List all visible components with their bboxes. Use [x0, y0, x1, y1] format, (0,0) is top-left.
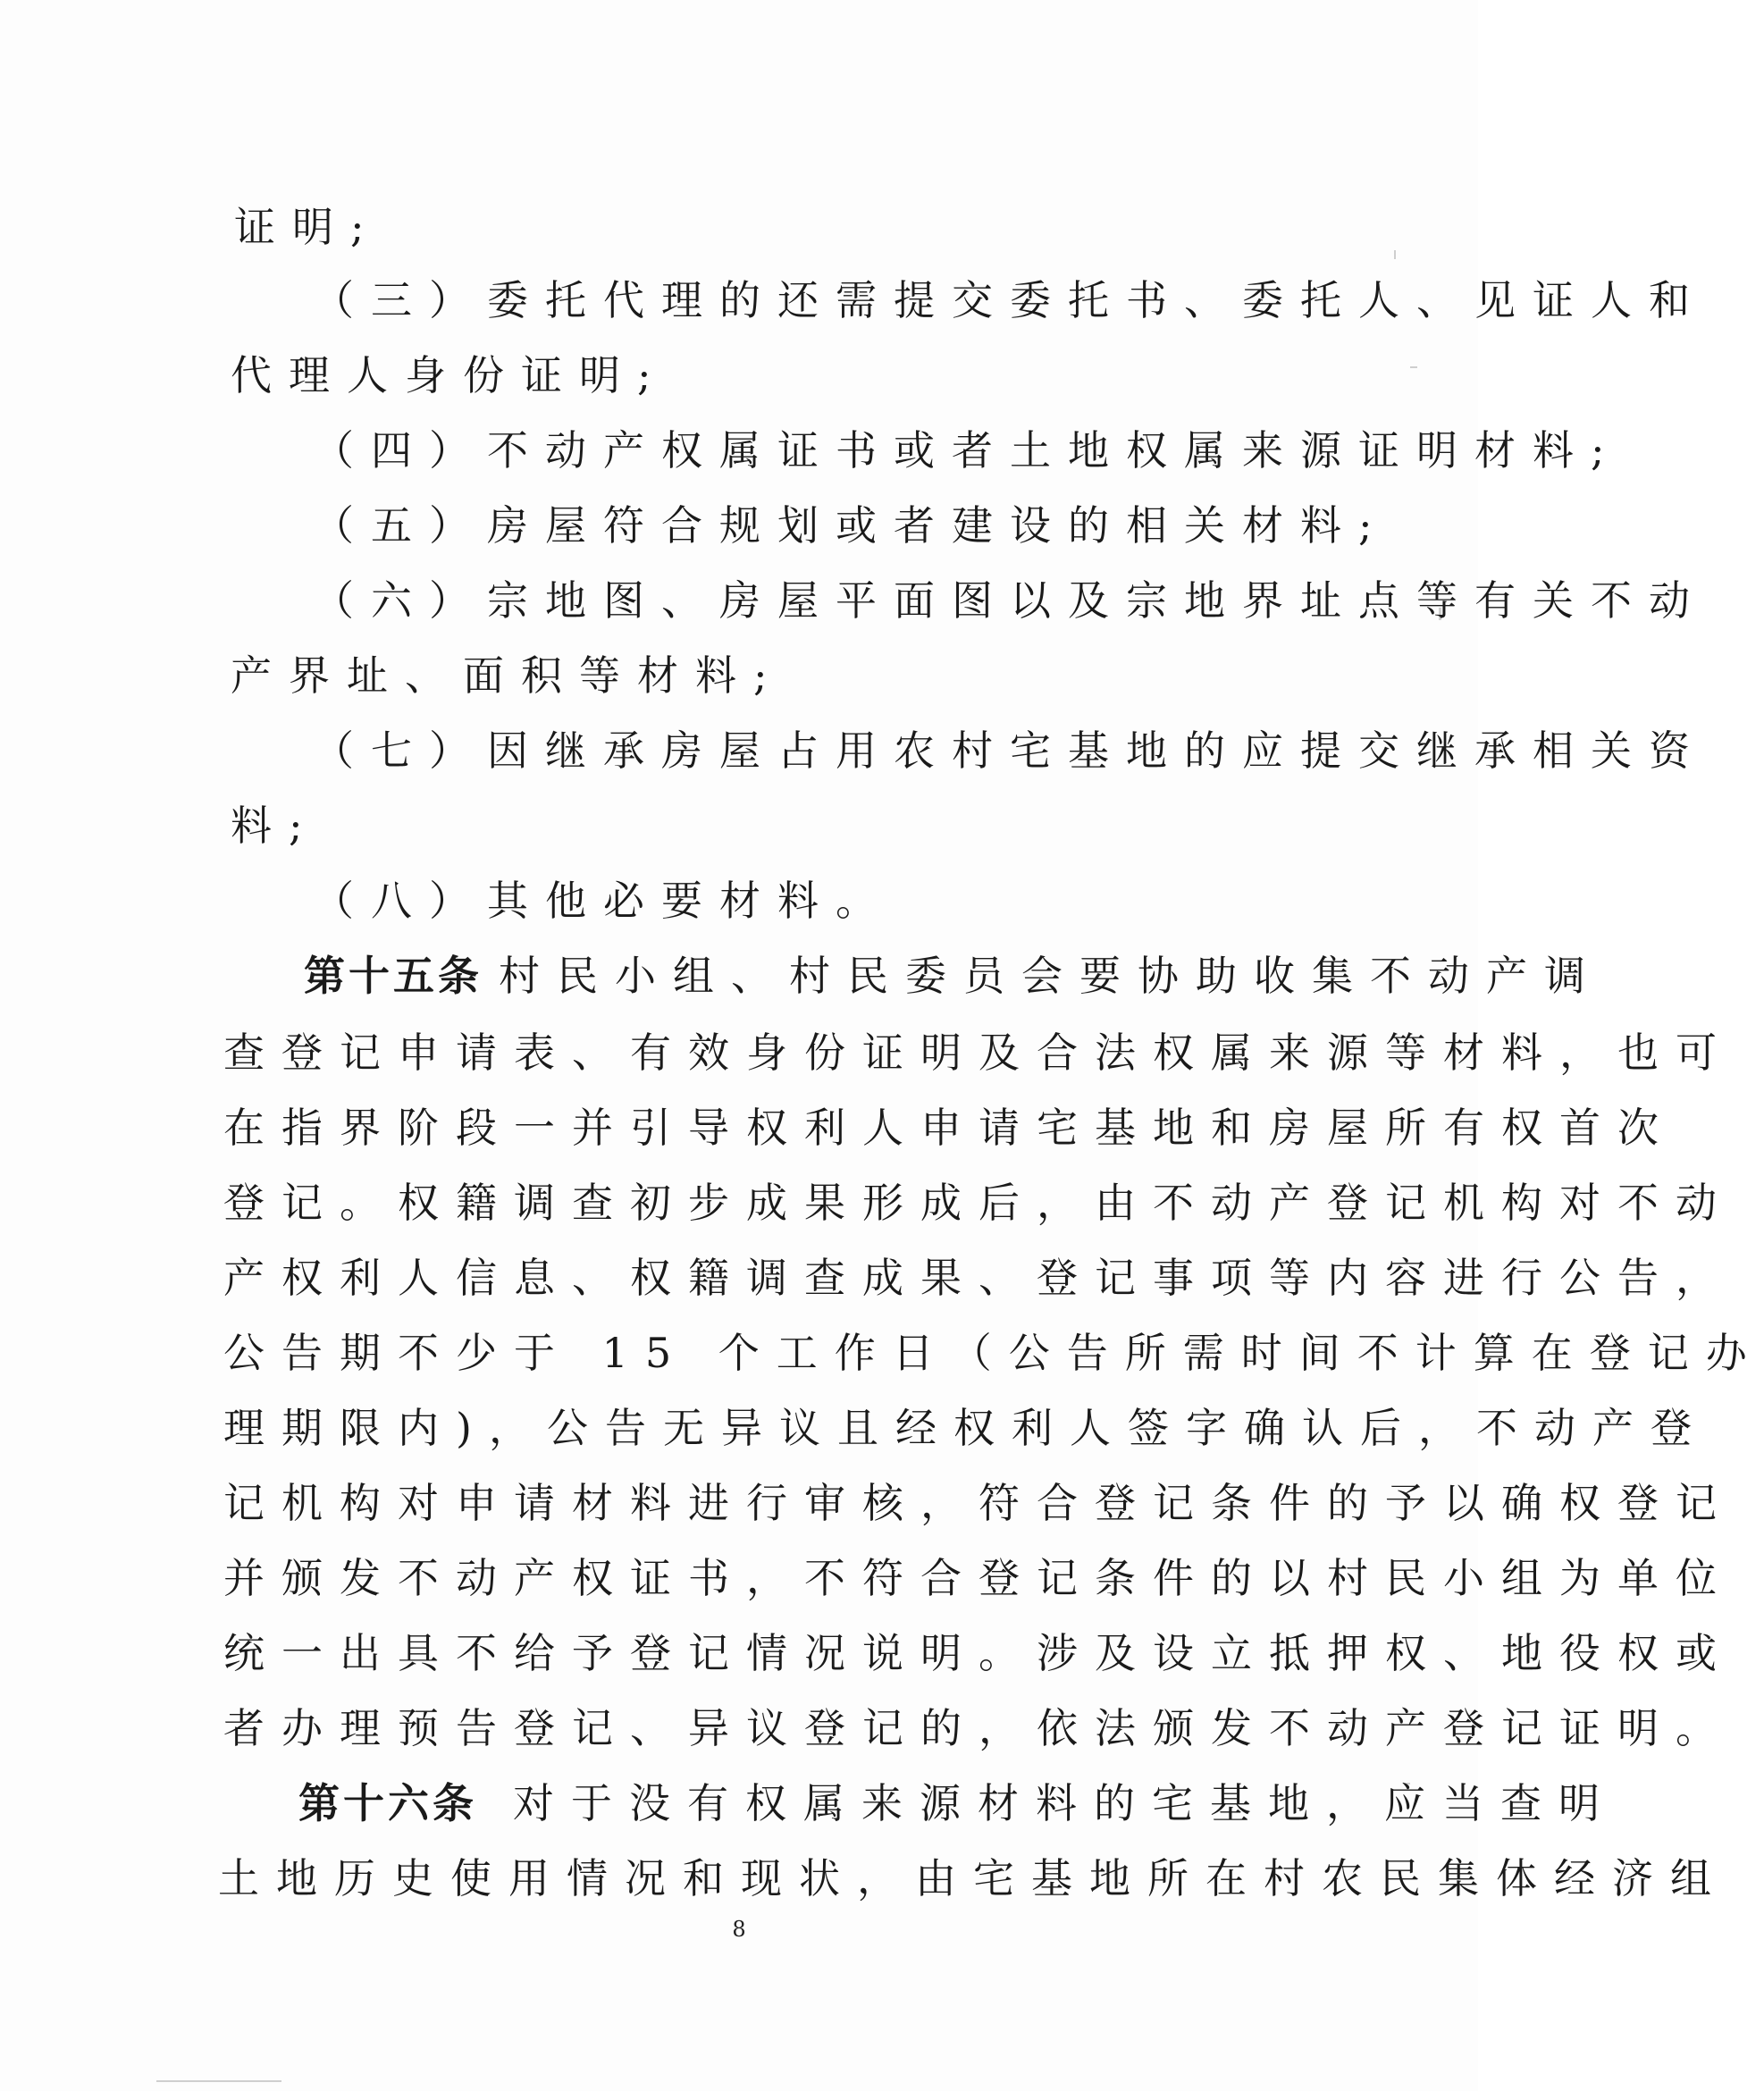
text-line: （七）因继承房屋占用农村宅基地的应提交继承相关资	[313, 726, 1707, 775]
article-heading: 第十五条	[304, 952, 483, 1000]
text-line: 登记。权籍调查初步成果形成后，由不动产登记机构对不动	[223, 1179, 1734, 1227]
text-segment: 村民小组、村民委员会要协助收集不动产调	[499, 952, 1602, 1000]
text-line: （八）其他必要材料。	[313, 877, 894, 925]
text-line: 代理人身份证明;	[231, 351, 668, 399]
text-line: （六）宗地图、房屋平面图以及宗地界址点等有关不动	[313, 576, 1707, 625]
page-number: 8	[732, 1917, 746, 1942]
text-line: 证明;	[234, 203, 382, 251]
text-line: 料;	[231, 802, 320, 850]
text-line: 统一出具不给予登记情况说明。涉及设立抵押权、地役权或	[223, 1629, 1734, 1677]
scan-mark	[1394, 250, 1396, 259]
scan-mark	[1410, 366, 1417, 368]
text-line: 产权利人信息、权籍调查成果、登记事项等内容进行公告，	[223, 1254, 1734, 1302]
text-line: （三）委托代理的还需提交委托书、委托人、见证人和	[313, 276, 1707, 324]
text-line: 产界址、面积等材料;	[231, 651, 785, 700]
text-line: 公告期不少于 15 个工作日（公告所需时间不计算在登记办	[223, 1329, 1764, 1377]
text-line: 者办理预告登记、异议登记的，依法颁发不动产登记证明。	[223, 1704, 1734, 1752]
text-line: 查登记申请表、有效身份证明及合法权属来源等材料，也可	[223, 1029, 1734, 1077]
article-15-first-line	[304, 949, 1602, 1003]
text-line: 并颁发不动产权证书，不符合登记条件的以村民小组为单位	[223, 1554, 1734, 1602]
article-heading: 第十六条	[298, 1779, 477, 1827]
text-line: （五）房屋符合规划或者建设的相关材料;	[313, 501, 1390, 550]
article-16-first-line	[298, 1776, 1617, 1830]
text-line: 在指界阶段一并引导权利人申请宅基地和房屋所有权首次	[223, 1104, 1676, 1152]
scan-mark	[156, 2080, 281, 2082]
text-segment: 对于没有权属来源材料的宅基地，应当查明	[513, 1779, 1617, 1827]
text-line: （四）不动产权属证书或者土地权属来源证明材料;	[313, 426, 1622, 474]
text-line: 土地历史使用情况和现状，由宅基地所在村农民集体经济组	[218, 1854, 1728, 1902]
text-line: 理期限内)，公告无异议且经权利人签字确认后，不动产登	[223, 1404, 1709, 1452]
text-line: 记机构对申请材料进行审核，符合登记条件的予以确权登记	[223, 1479, 1734, 1527]
